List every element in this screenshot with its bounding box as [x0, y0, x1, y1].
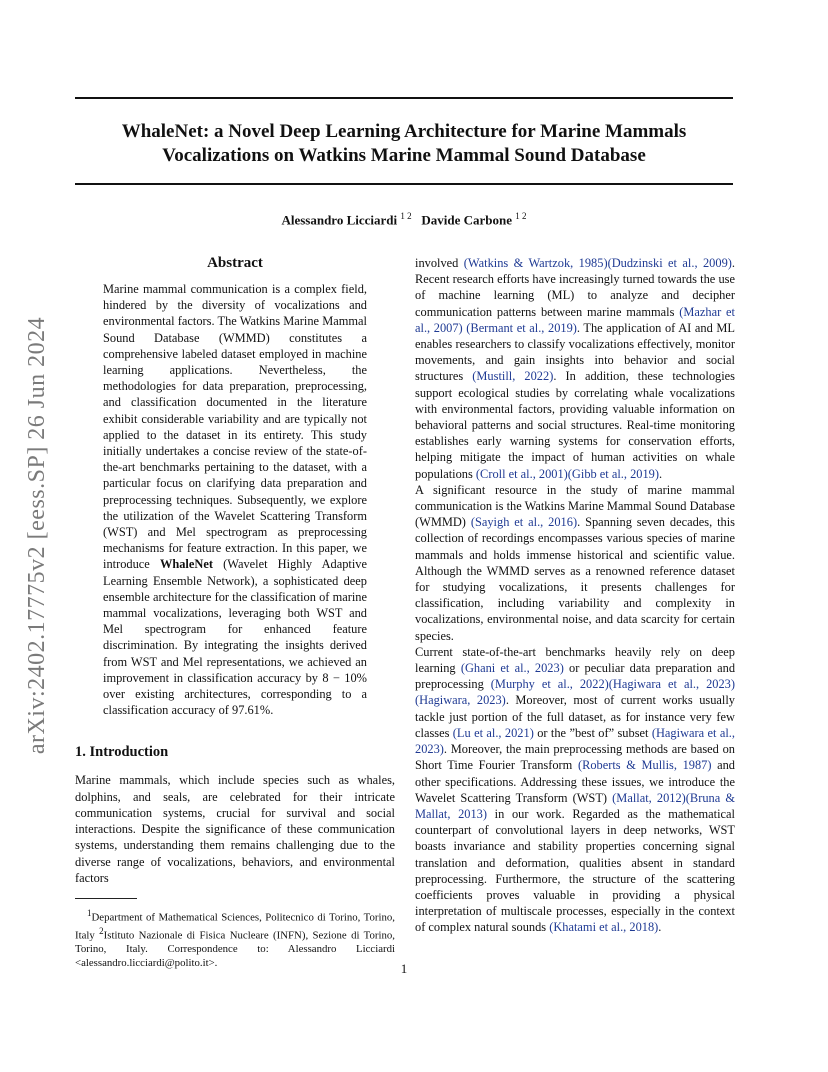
- paragraph-wmmd: [415, 482, 735, 644]
- paragraph-text: . Spanning seven decades, this collection of recordings encompasses various species of marine mammals and holds immense historical and scientific value. Although the WMMD serves as a renowned reference dataset for studying vocalizations, it presents challenges for classification, including variability and complexity in vocalizations, environmental noise, and data scarcity for certain species.: [415, 515, 736, 643]
- abstract-bold-term: WhaleNet: [159, 557, 213, 572]
- author-affiliation: 1 2: [400, 211, 412, 221]
- paragraph-text: . Recent research efforts have increasingly turned towards the use of machine learning (ML) to analyze and decipher communication patterns between marine mammals: [415, 256, 736, 319]
- paragraph-text: . Moreover, the main preprocessing methods are based on Short Time Fourier Transform: [415, 742, 735, 773]
- author-affiliation: 1 2: [515, 211, 527, 221]
- paragraph-ml-research: [415, 255, 735, 482]
- abstract-heading: Abstract: [207, 255, 263, 271]
- citation-link[interactable]: (Watkins & Wartzok, 1985)(Dudzinski et al., 2009): [463, 256, 732, 270]
- footnote-text: Department of Mathematical Sciences, Politecnico di Torino, Torino, Italy: [75, 911, 395, 942]
- paragraph-text: or peculiar data preparation and preprocessing: [415, 661, 736, 692]
- citation-link[interactable]: (Ghani et al., 2023): [460, 661, 564, 676]
- citation-link[interactable]: (Lu et al., 2021): [452, 725, 534, 740]
- citation-link[interactable]: (Khatami et al., 2018): [549, 920, 659, 935]
- author-list: [75, 211, 733, 228]
- citation-link[interactable]: (Mallat, 2012)(Bruna & Mallat, 2013): [415, 790, 735, 821]
- author-name: Alessandro Licciardi: [281, 212, 398, 228]
- paragraph-text: or the ”best of” subset: [533, 725, 652, 740]
- abstract-text-part: Marine mammal communication is a complex field, hindered by the diversity of vocalizations and environmental factors. The Watkins Marine Mammal Sound Database (WMMD) constitutes a comprehensive labeled dataset employed in machine learning applications. Nevertheless, the methodologies for data preparation, preprocessing, and classification documented in the literature exhibit considerable variability and are typically not applied to the dataset in its entirety. This study initially undertakes a concise review of the state-of-the-art benchmarks pertaining to the dataset, with a particular focus on clarifying data preparation and preprocessing techniques. Subsequently, we explore the utilization of the Wavelet Scattering Transform (WST) and Mel spectrogram as preprocessing mechanisms for feature extraction. In this paper, we introduce: [103, 282, 367, 572]
- citation-link[interactable]: (Sayigh et al., 2016): [470, 515, 578, 530]
- title-line-2: Vocalizations on Watkins Marine Mammal Sound Database: [162, 145, 646, 166]
- paragraph-text: in our work. Regarded as the mathematical counterpart of convolutional layers in deep networks, WST boasts invariance and stability properties concerning signal translation and deformation, qualities absent in standard preprocessing. Furthermore, the structure of the scattering coefficients proves valuable in providing a physical interpretation of multiscale processes, especially in the context of complex natural sounds: [415, 806, 735, 935]
- citation-link[interactable]: (Bermant et al., 2019): [466, 320, 577, 335]
- abstract-text: [103, 281, 367, 718]
- paragraph-text: .: [658, 920, 662, 935]
- paragraph-state-of-art: [415, 644, 735, 936]
- paragraph-text: and other specifications. Addressing these issues, we introduce the Wavelet Scattering Transform (WST): [415, 758, 735, 805]
- page-number: 1: [400, 961, 408, 976]
- footnote-rule: [75, 898, 137, 899]
- footnote-marker: 2: [99, 926, 104, 937]
- paper-title: [75, 120, 733, 168]
- title-line-1: WhaleNet: a Novel Deep Learning Architecture for Marine Mammals: [121, 121, 687, 142]
- paragraph-text: Current state-of-the-art benchmarks heavily rely on deep learning: [415, 644, 735, 676]
- paragraph-text: .: [659, 466, 663, 481]
- bottom-rule: [75, 183, 733, 185]
- citation-link[interactable]: (Mazhar et al., 2007): [415, 304, 735, 335]
- paragraph-text: involved: [415, 256, 464, 270]
- citation-link[interactable]: (Roberts & Mullis, 1987): [577, 758, 712, 773]
- citation-link[interactable]: (Murphy et al., 2022)(Hagiwara et al., 2023)(Hagiwara, 2023): [415, 677, 735, 708]
- citation-link[interactable]: (Mustill, 2022): [472, 369, 554, 384]
- paragraph-text: . In addition, these technologies support ecological studies by correlating whale vocalizations with environmental factors, providing valuable information on behavioral patterns and social structures. Real-time monitoring establishes early warning systems for conservation efforts, helping mitigate the impact of human activities on whale populations: [415, 369, 735, 481]
- footnote-text: Istituto Nazionale di Fisica Nucleare (INFN), Sezione di Torino, Torino, Italy. Correspondence to: Alessandro Licciardi <alessandro.licciardi@polito.it>.: [75, 929, 395, 969]
- author-name: Davide Carbone: [421, 212, 513, 228]
- left-column: [75, 255, 395, 970]
- arxiv-identifier: arXiv:2402.17775v2 [eess.SP] 26 Jun 2024: [24, 316, 51, 754]
- top-rule: [75, 97, 733, 99]
- intro-paragraph: Marine mammals, which include species such as whales, dolphins, and seals, are celebrated for their intricate communication systems, crucial for survival and social interactions. Despite the significance of these communication systems, understanding them remains challenging due to the diverse range of vocalizations, behaviors, and environmental factors: [75, 773, 395, 885]
- section-heading-introduction: 1. Introduction: [75, 744, 169, 761]
- citation-link[interactable]: (Croll et al., 2001)(Gibb et al., 2019): [475, 466, 659, 481]
- abstract-text-part: (Wavelet Highly Adaptive Learning Ensemble Network), a sophisticated deep ensemble architecture for the classification of marine mammal vocalizations, leveraging both WST and Mel spectrogram for enhanced feature discrimination. By integrating the insights derived from WST and Mel representations, we achieved an improvement in classification accuracy by 8 − 10% over existing architectures, corresponding to a classification accuracy of 97.61%.: [103, 557, 367, 718]
- paragraph-text: A significant resource in the study of marine mammal communication is the Watkins Marine Mammal Sound Database (WMMD): [415, 482, 735, 530]
- paragraph-text: . Moreover, most of current works usually tackle just portion of the full dataset, as for instance very few classes: [415, 693, 735, 740]
- paragraph-text: . The application of AI and ML enables researchers to classify vocalizations effectively, monitor movements, and gain insights into behavior and social structures: [415, 320, 735, 384]
- arxiv-sidebar: [18, 290, 58, 780]
- right-column: [415, 255, 735, 936]
- citation-link[interactable]: (Hagiwara et al., 2023): [415, 725, 735, 757]
- footnote-marker: 1: [87, 907, 92, 918]
